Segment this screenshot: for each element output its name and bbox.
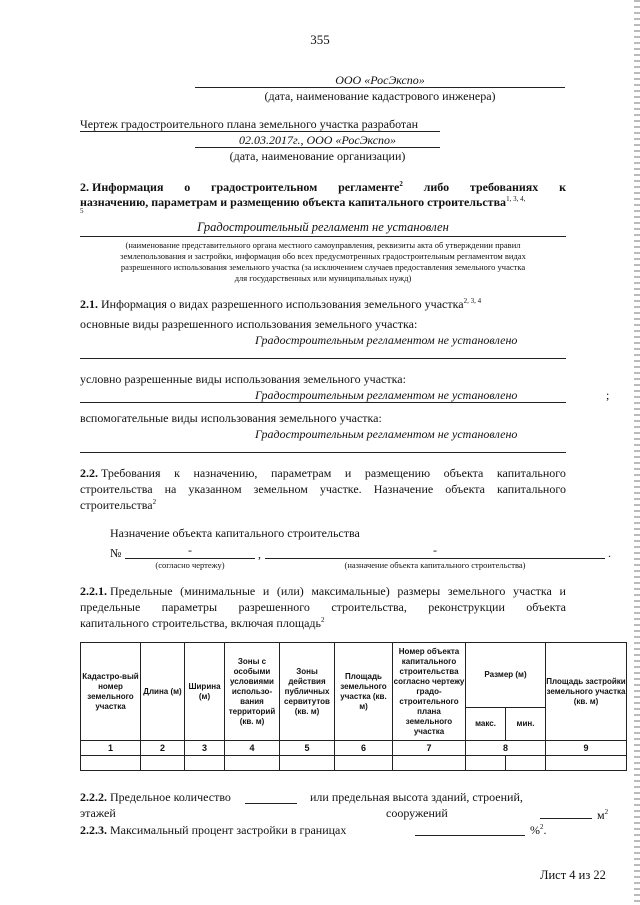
regulation-underline xyxy=(80,236,566,237)
no-label: № xyxy=(110,546,122,560)
purpose-label: Назначение объекта капитального строительства xyxy=(110,526,360,540)
th-area: Площадь земельного участка (кв. м) xyxy=(335,643,393,741)
th-built-area: Площадь застройки земельного участка (кв. м) xyxy=(546,643,627,741)
percent-blank xyxy=(415,835,525,836)
section-num: 2.2.3. xyxy=(80,823,107,837)
caption-line: землепользования и застройки, информация обо всех предусмотренных градостроительным регламентом видах xyxy=(120,251,526,261)
no-caption: (согласно чертежу) xyxy=(155,560,225,570)
no-value: - xyxy=(188,543,192,557)
word: регламенте xyxy=(338,180,400,194)
col-number: 2 xyxy=(141,741,185,756)
heading-sup-2: 5 xyxy=(80,207,84,215)
col-number: 8 xyxy=(466,741,546,756)
section22-line1 xyxy=(80,466,566,480)
regulation-value: Градостроительный регламент не установлен xyxy=(197,220,449,234)
height-blank xyxy=(540,818,592,819)
word: участке. xyxy=(319,482,362,496)
engineer-underline xyxy=(195,87,565,88)
word: строительства xyxy=(80,482,153,496)
drawing-value: 02.03.2017г., ООО «РосЭкспо» xyxy=(238,133,397,147)
section-num: 2.2.1. xyxy=(80,584,107,598)
sup: 2 xyxy=(399,180,403,188)
word: к xyxy=(174,466,180,480)
text: Максимальный процент застройки в границах xyxy=(110,823,347,837)
word: объекта xyxy=(443,466,484,480)
th-object-number: Номер объекта капитального строительства согласно чертежу градо-строительного плана земельного участка xyxy=(393,643,466,741)
section221-line3 xyxy=(80,616,325,630)
engineer-caption: (дата, наименование кадастрового инженера) xyxy=(264,89,496,103)
word: Назначение xyxy=(373,482,434,496)
no-comma: , xyxy=(258,547,261,561)
word: и xyxy=(262,584,270,598)
col-number: 9 xyxy=(546,741,627,756)
word: (минимальные xyxy=(180,584,256,598)
word: параметры xyxy=(161,600,218,614)
table-cell xyxy=(280,756,335,771)
sup: 2 xyxy=(152,498,157,506)
col-number: 6 xyxy=(335,741,393,756)
percent-unit xyxy=(530,823,547,837)
page-edge xyxy=(634,0,640,905)
table-cell xyxy=(141,756,185,771)
unit-sup: 2 xyxy=(540,823,544,831)
regulation-caption xyxy=(80,240,566,284)
tail: . xyxy=(543,823,547,837)
drawing-caption: (дата, наименование организации) xyxy=(229,149,406,163)
main-uses-underline xyxy=(80,358,566,359)
word: реконструкции xyxy=(428,600,505,614)
word: 2. Информация xyxy=(80,180,164,194)
word: объекта xyxy=(526,600,566,614)
table-cell xyxy=(546,756,627,771)
word: параметрам xyxy=(270,466,332,480)
th-width: Ширина (м) xyxy=(185,643,225,741)
conditional-uses-underline xyxy=(80,402,566,403)
word: объекта xyxy=(445,482,485,496)
main-uses-value: Градостроительным регламентом не установлено xyxy=(255,333,518,347)
word: требованиях xyxy=(469,180,539,194)
height-unit xyxy=(597,808,608,822)
word: и xyxy=(559,584,566,598)
heading-text: назначению, параметрам и размещению объекта капитального строительства xyxy=(80,195,507,209)
word: размещению xyxy=(364,466,431,480)
word: и xyxy=(344,466,352,480)
section22-line3 xyxy=(80,498,156,512)
word: о xyxy=(184,180,191,194)
col-number: 4 xyxy=(225,741,280,756)
th-zones-special: Зоны с особыми условиями использо-вания территорий (кв. м) xyxy=(225,643,280,741)
section21-title xyxy=(80,297,481,311)
word: (или) xyxy=(276,584,304,598)
text: капитального строительства, включая площадь xyxy=(80,616,321,630)
section-num: 2.2.2. xyxy=(80,790,107,804)
unit: м xyxy=(597,808,605,822)
word: земельном xyxy=(253,482,308,496)
purpose-period: . xyxy=(608,546,611,560)
word: капитального xyxy=(496,482,566,496)
table-cell xyxy=(225,756,280,771)
section22-line2 xyxy=(80,482,566,496)
parameters-table xyxy=(80,642,627,771)
col-number: 7 xyxy=(393,741,466,756)
section222-line1a xyxy=(80,790,231,804)
table-cell xyxy=(335,756,393,771)
col-number: 5 xyxy=(280,741,335,756)
table-header-row xyxy=(81,643,627,708)
word: Требования xyxy=(101,466,161,480)
th-zones-easement: Зоны действия публичных сервитутов (кв. м) xyxy=(280,643,335,741)
page-number: 355 xyxy=(310,32,330,47)
word: Предельные xyxy=(110,584,173,598)
purpose-underline xyxy=(265,558,605,559)
table-row xyxy=(81,756,627,771)
section223-line xyxy=(80,823,346,837)
section-sup: 2, 3, 4 xyxy=(463,297,482,305)
unit-sup: 2 xyxy=(604,808,609,816)
word: размеры xyxy=(397,584,441,598)
unit: % xyxy=(530,823,540,837)
conditional-mark: ; xyxy=(606,388,610,402)
col-number: 3 xyxy=(185,741,225,756)
word: капитального xyxy=(496,466,566,480)
section-num: 2.2. xyxy=(80,466,98,480)
drawing-text: Чертеж градостроительного плана земельного участка разработан xyxy=(80,117,419,131)
table-cell xyxy=(185,756,225,771)
engineer-name: ООО «РосЭкспо» xyxy=(335,73,425,87)
sheet-footer: Лист 4 из 22 xyxy=(540,868,606,882)
col-number: 1 xyxy=(81,741,141,756)
word: на xyxy=(164,482,177,496)
word: предельные xyxy=(80,600,141,614)
word: назначению, xyxy=(193,466,258,480)
table-number-row xyxy=(81,741,627,756)
conditional-uses-label: условно разрешенные виды использования земельного участка: xyxy=(80,372,406,386)
auxiliary-uses-label: вспомогательные виды использования земельного участка: xyxy=(80,411,382,425)
drawing-underline-1 xyxy=(80,131,440,132)
floors-blank xyxy=(245,803,297,804)
main-uses-label: основные виды разрешенного использования земельного участка: xyxy=(80,317,418,331)
caption-line: разрешенного использования земельного участка (за исключением случаев предоставления земельного участка xyxy=(120,262,526,272)
th-size-min: мин. xyxy=(506,708,546,741)
section-num: 2.1. xyxy=(80,297,98,311)
th-cadastral: Кадастро-вый номер земельного участка xyxy=(81,643,141,741)
section221-line2 xyxy=(80,600,566,614)
word: градостроительном xyxy=(211,180,318,194)
word: к xyxy=(559,180,566,194)
th-size: Размер (м) xyxy=(466,643,546,708)
table-cell xyxy=(466,756,506,771)
heading-sup: 1, 3, 4, xyxy=(506,195,526,203)
section2-heading-line1 xyxy=(80,180,566,194)
conditional-uses-value: Градостроительным регламентом не установлено xyxy=(255,388,518,402)
text: строительства xyxy=(80,498,153,512)
caption-line: (наименование представительного органа местного самоуправления, реквизиты акта об утверждении правил xyxy=(125,240,521,250)
auxiliary-uses-underline xyxy=(80,452,566,453)
table-cell xyxy=(506,756,546,771)
section2-heading-line2 xyxy=(80,195,525,209)
word: либо xyxy=(423,180,450,194)
table-cell xyxy=(81,756,141,771)
word: указанном xyxy=(188,482,242,496)
word: земельного xyxy=(447,584,506,598)
purpose-value: - xyxy=(433,543,437,557)
section222-line2b: сооружений xyxy=(386,806,448,820)
section222-line2a: этажей xyxy=(80,806,116,820)
section222-line1b: или предельная высота зданий, строений, xyxy=(310,790,523,804)
drawing-underline-2 xyxy=(195,147,440,148)
word: максимальные) xyxy=(311,584,390,598)
section221-line1 xyxy=(80,584,566,598)
word: участка xyxy=(512,584,552,598)
word: разрешенного xyxy=(238,600,310,614)
sup: 2 xyxy=(321,616,325,624)
caption-line: для государственных или муниципальных нужд) xyxy=(234,273,412,283)
text: Предельное количество xyxy=(110,790,231,804)
purpose-caption: (назначение объекта капитального строительства) xyxy=(344,560,526,570)
th-length: Длина (м) xyxy=(141,643,185,741)
auxiliary-uses-value: Градостроительным регламентом не установлено xyxy=(255,427,518,441)
section-title: Информация о видах разрешенного использования земельного участка xyxy=(101,297,464,311)
table-cell xyxy=(393,756,466,771)
word: строительства, xyxy=(331,600,407,614)
no-underline xyxy=(125,558,255,559)
th-size-max: макс. xyxy=(466,708,506,741)
